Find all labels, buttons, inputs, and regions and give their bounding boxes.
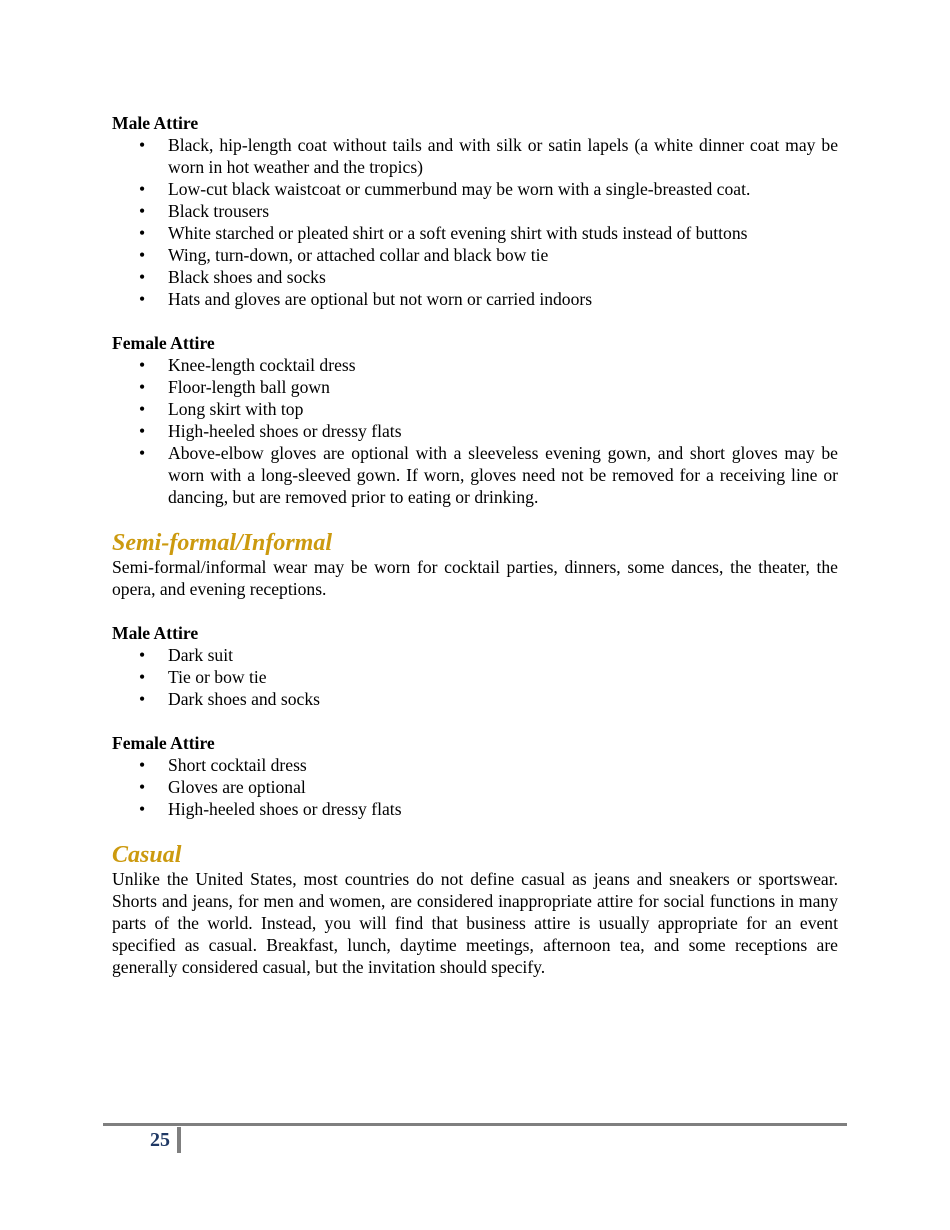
semiformal-female-attire-heading: Female Attire	[112, 733, 215, 753]
document-body	[112, 112, 838, 978]
list-item: • Long skirt with top	[112, 398, 838, 420]
formal-female-attire-heading: Female Attire	[112, 333, 215, 353]
page-number: 25	[150, 1129, 170, 1151]
footer-rule	[103, 1123, 847, 1126]
page-number-bar	[177, 1127, 181, 1153]
list-item: • Knee-length cocktail dress	[112, 354, 838, 376]
semiformal-male-attire-list	[112, 644, 838, 710]
list-item: • High-heeled shoes or dressy flats	[112, 420, 838, 442]
formal-male-attire-list	[112, 134, 838, 310]
casual-section-title: Casual	[112, 842, 182, 868]
list-item: • Floor-length ball gown	[112, 376, 838, 398]
list-item: • Gloves are optional	[112, 776, 838, 798]
list-item: • Dark shoes and socks	[112, 688, 838, 710]
semiformal-female-attire-list	[112, 754, 838, 820]
list-item: • Short cocktail dress	[112, 754, 838, 776]
list-item: • Dark suit	[112, 644, 838, 666]
list-item: • Low-cut black waistcoat or cummerbund may be worn with a single-breasted coat.	[112, 178, 838, 200]
casual-body: Unlike the United States, most countries do not define casual as jeans and sneakers or sportswear. Shorts and jeans, for men and women, are considered inappropriate attire for social functions in many parts of the world. Instead, you will find that business attire is usually appropriate for an event specified as casual. Breakfast, lunch, daytime meetings, afternoon tea, and some receptions are generally considered casual, but the invitation should specify.	[112, 869, 838, 977]
list-item: • Wing, turn-down, or attached collar and black bow tie	[112, 244, 838, 266]
list-item: • Hats and gloves are optional but not worn or carried indoors	[112, 288, 838, 310]
list-item: • Above-elbow gloves are optional with a sleeveless evening gown, and short gloves may be worn with a long-sleeved gown. If worn, gloves need not be removed for a receiving line or dancing, but are removed prior to eating or drinking.	[112, 442, 838, 508]
list-item: • White starched or pleated shirt or a soft evening shirt with studs instead of buttons	[112, 222, 838, 244]
list-item: • Black, hip-length coat without tails and with silk or satin lapels (a white dinner coat may be worn in hot weather and the tropics)	[112, 134, 838, 178]
semiformal-section-title: Semi-formal/Informal	[112, 530, 333, 556]
list-item: • Black shoes and socks	[112, 266, 838, 288]
formal-male-attire-heading: Male Attire	[112, 113, 199, 133]
semiformal-male-attire-heading: Male Attire	[112, 623, 199, 643]
list-item: • Black trousers	[112, 200, 838, 222]
semiformal-intro: Semi-formal/informal wear may be worn for cocktail parties, dinners, some dances, the theater, the opera, and evening receptions.	[112, 557, 838, 599]
formal-female-attire-list	[112, 354, 838, 508]
list-item: • High-heeled shoes or dressy flats	[112, 798, 838, 820]
list-item: • Tie or bow tie	[112, 666, 838, 688]
